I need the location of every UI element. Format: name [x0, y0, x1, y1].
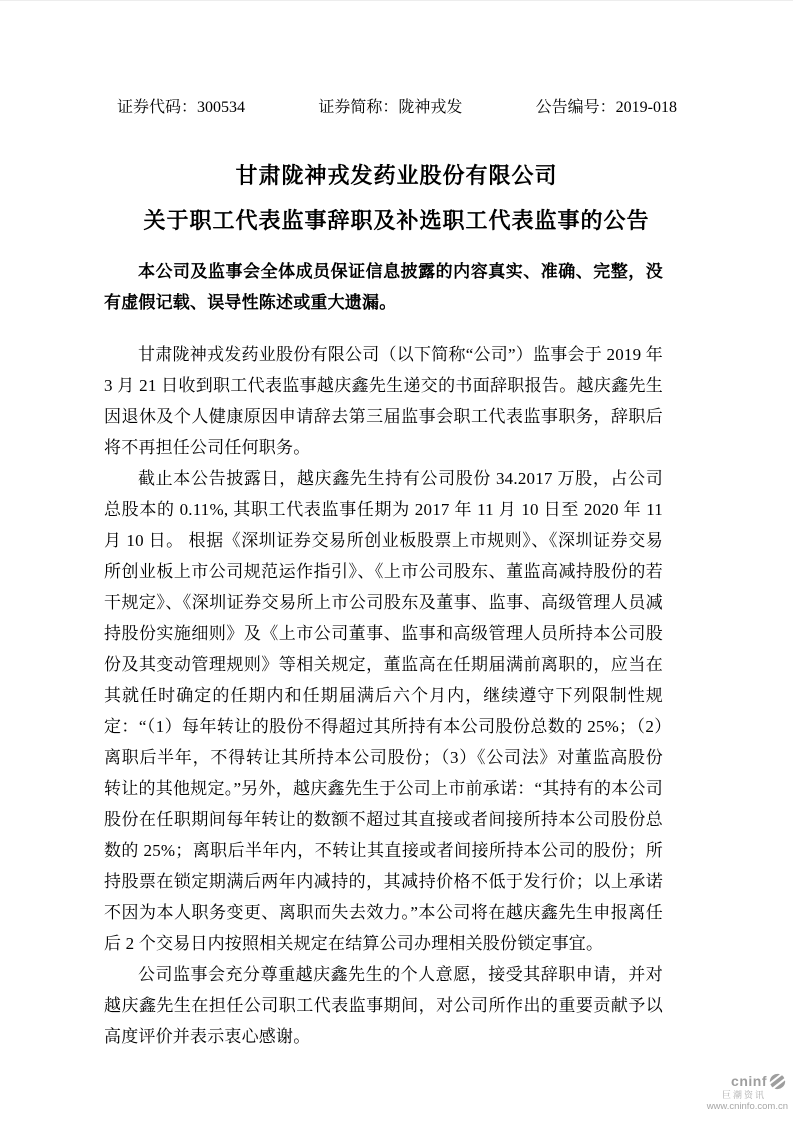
cninfo-brand-name: 巨潮资讯 [721, 1090, 766, 1100]
document-header [117, 97, 677, 119]
cninfo-url: www.cninfo.com.cn [706, 1100, 788, 1112]
announcement-subject-title: 关于职工代表监事辞职及补选职工代表监事的公告 [143, 208, 650, 233]
stock-abbr: 证券简称：陇神戎发 [318, 99, 463, 116]
cninfo-watermark [668, 1073, 788, 1112]
paragraph-acknowledgement: 公司监事会充分尊重越庆鑫先生的个人意愿，接受其辞职申请，并对越庆鑫先生在担任公司职工代表监事期间，对公司所作出的重要贡献予以高度评价并表示衷心感谢。 [104, 965, 663, 1046]
document-title [0, 153, 793, 243]
cninfo-swirl-icon [769, 1073, 786, 1090]
integrity-statement: 本公司及监事会全体成员保证信息披露的内容真实、准确、完整，没有虚假记载、误导性陈述或重大遗漏。 [104, 262, 663, 312]
document-body [104, 256, 663, 1052]
cninfo-logo [731, 1073, 788, 1090]
cninfo-logo-text: cninf [731, 1072, 767, 1089]
paragraph-shareholding-rules: 截止本公告披露日，越庆鑫先生持有公司股份 34.2017 万股，占公司总股本的 0.11%, 其职工代表监事任期为 2017 年 11 月 10 日至 2020 年 11 月 10 日。 根据《深圳证券交易所创业板股票上市规则》、《深圳证券交易所创业板上市公司规范运作指引》、《上市公司股东、董监高减持股份的若干规定》、《深圳证券交易所上市公司股东及董事、监事、高级管理人员减持股份实施细则》及《上市公司董事、监事和高级管理人员所持本公司股份及其变动管理规则》等相关规定，董监高在任期届满前离职的，应当在其就任时确定的任期内和任期届满后六个月内，继续遵守下列限制性规定：“（1）每年转让的股份不得超过其所持有本公司股份总数的 25%；（2）离职后半年，不得转让其所持本公司股份；（3）《公司法》对董监高股份转让的其他规定。”另外，越庆鑫先生于公司上市前承诺：“其持有的本公司股份在任职期间每年转让的数额不超过其直接或者间接所持本公司股份总数的 25%；离职后半年内，不转让其直接或者间接所持本公司的股份；所持股票在锁定期满后两年内减持的，其减持价格不低于发行价；以上承诺不因为本人职务变更、离职而失去效力。”本公司将在越庆鑫先生申报离任后 2 个交易日内按照相关规定在结算公司办理相关股份锁定事宜。 [104, 469, 663, 953]
paragraph-resignation-report: 甘肃陇神戎发药业股份有限公司（以下简称“公司”）监事会于 2019 年 3 月 21 日收到职工代表监事越庆鑫先生递交的书面辞职报告。越庆鑫先生因退休及个人健康原因申请辞去第三届监事会职工代表监事职务，辞职后将不再担任公司任何职务。 [104, 345, 663, 457]
stock-code: 证券代码：300534 [117, 99, 246, 116]
company-name-title: 甘肃陇神戎发药业股份有限公司 [235, 163, 558, 188]
announcement-number: 公告编号：2019-018 [535, 99, 677, 116]
